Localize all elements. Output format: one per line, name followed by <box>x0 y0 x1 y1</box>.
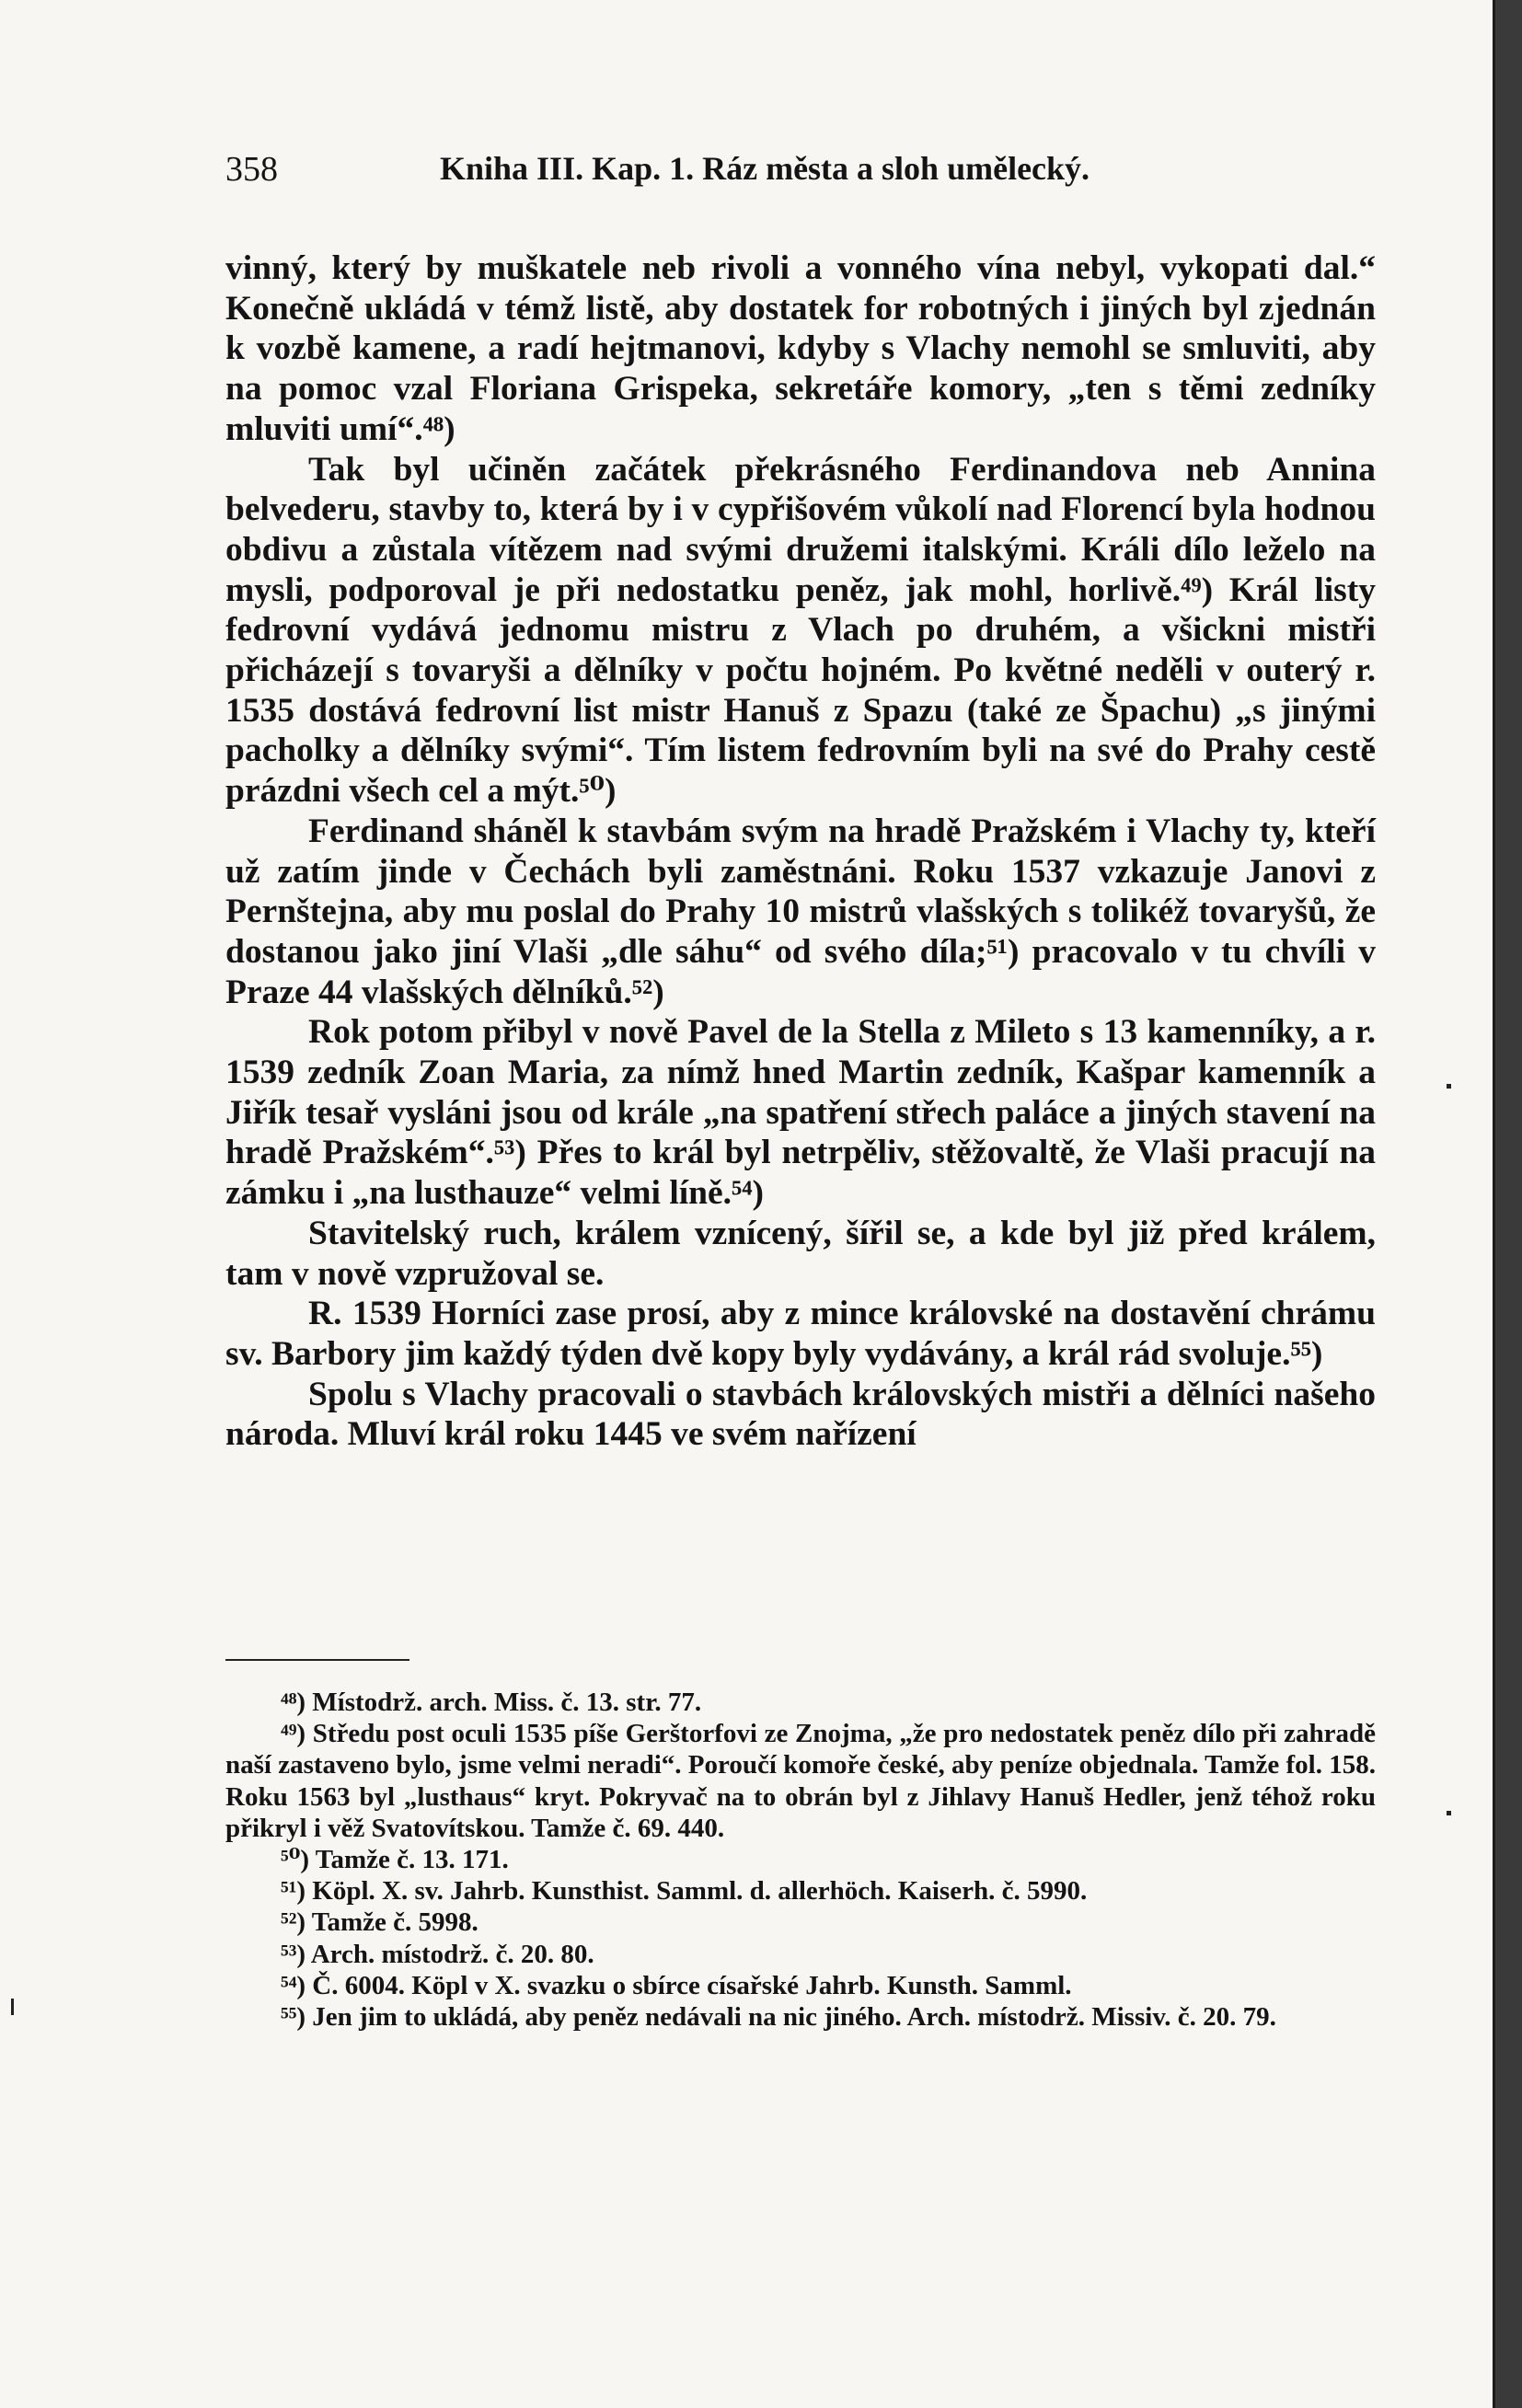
footnote-separator <box>225 1659 409 1661</box>
running-title: Kniha III. Kap. 1. Ráz města a sloh umělecký. <box>440 150 1090 187</box>
scan-speck <box>11 1999 14 2015</box>
paragraph: Rok potom přibyl v nově Pavel de la Stella z Mileto s 13 kamenníky, a r. 1539 zedník Zoan Maria, za nímž hned Martin zedník, Kašpar kamenník a Jiřík tesař vysláni jsou od krále „na spatření střech paláce a jiných stavení na hradě Pražském“.⁵³) Přes to král byl netrpěliv, stěžovaltě, že Vlaši pracují na zámku i „na lusthauze“ velmi líně.⁵⁴) <box>225 1013 1376 1213</box>
paragraph: R. 1539 Horníci zase prosí, aby z mince královské na dostavění chrámu sv. Barbory jim každý týden dvě kopy byly vydávány, a král rád svoluje.⁵⁵) <box>225 1295 1376 1373</box>
scan-speck <box>1447 1084 1451 1089</box>
footnote: ⁵⁰) Tamže č. 13. 171. <box>281 1845 509 1875</box>
footnotes <box>225 1687 1376 2033</box>
paragraph: Ferdinand sháněl k stavbám svým na hradě Pražském i Vlachy ty, kteří už zatím jinde v Čechách byli zaměstnáni. Roku 1537 vzkazuje Janovi z Pernštejna, aby mu poslal do Prahy 10 mistrů vlašských s tolikéž tovaryšů, že dostanou jako jiní Vlaši „dle sáhu“ od svého díla;⁵¹) pracovalo v tu chvíli v Praze 44 vlašských dělníků.⁵²) <box>225 812 1376 1011</box>
page-number: 358 <box>225 150 278 189</box>
paragraph: vinný, který by muškatele neb rivoli a vonného vína nebyl, vykopati dal.“ Konečně ukládá v témž listě, aby dostatek for robotných i jiných byl zjednán k vozbě kamene, a radí hejtmanovi, kdyby s Vlachy nemohl se smluviti, aby na pomoc vzal Floriana Grispeka, sekretáře komory, „ten s těmi zedníky mluviti umí“.⁴⁸) <box>225 249 1376 448</box>
footnote: ⁴⁸) Místodrž. arch. Miss. č. 13. str. 77. <box>281 1688 702 1717</box>
footnote: ⁵³) Arch. místodrž. č. 20. 80. <box>281 1939 594 1969</box>
footnote: ⁵⁵) Jen jim to ukládá, aby peněz nedávali na nic jiného. Arch. místodrž. Missiv. č. 20. 79. <box>281 2002 1276 2033</box>
paragraph: Spolu s Vlachy pracovali o stavbách královských mistři a dělníci našeho národa. Mluví král roku 1445 ve svém nařízení <box>225 1375 1376 1454</box>
footnote: ⁵¹) Köpl. X. sv. Jahrb. Kunsthist. Samml. d. allerhöch. Kaiserh. č. 5990. <box>281 1876 1088 1907</box>
paragraph: Stavitelský ruch, králem vznícený, šířil se, a kde byl již před králem, tam v nově vzpružoval se. <box>225 1214 1376 1293</box>
footnote: ⁵⁴) Č. 6004. Köpl v X. svazku o sbírce císařské Jahrb. Kunsth. Samml. <box>281 1970 1072 2000</box>
main-text <box>225 248 1376 1455</box>
scan-speck <box>1447 1811 1451 1815</box>
footnote: ⁵²) Tamže č. 5998. <box>281 1907 479 1938</box>
paragraph: Tak byl učiněn začátek překrásného Ferdinandova neb Annina belvederu, stavby to, která by i v cypřišovém vůkolí nad Florencí byla hodnou obdivu a zůstala vítězem nad svými družemi italskými. Králi dílo leželo na mysli, podporoval je při nedostatku peněz, jak mohl, horlivě.⁴⁹) Král listy fedrovní vydává jednomu mistru z Vlach po druhém, a všickni mistři přicházejí s tovaryši a dělníky v počtu hojném. Po květné neděli v outerý r. 1535 dostává fedrovní list mistr Hanuš z Spazu (také ze Špachu) „s jinými pacholky a dělníky svými“. Tím listem fedrovním byli na své do Prahy cestě prázdni všech cel a mýt.⁵⁰) <box>225 450 1376 811</box>
footnote: ⁴⁹) Středu post oculi 1535 píše Gerštorfovi ze Znojma, „že pro nedostatek peněz dílo při zahradě naší zastaveno bylo, jsme velmi neradi“. Poroučí komoře české, aby peníze objednala. Tamže fol. 158. Roku 1563 byl „lusthaus“ kryt. Pokryvač na to obrán byl z Jihlavy Hanuš Hedler, jenž téhož roku přikryl i věž Svatovítskou. Tamže č. 69. 440. <box>225 1719 1376 1843</box>
running-header <box>225 149 1376 195</box>
